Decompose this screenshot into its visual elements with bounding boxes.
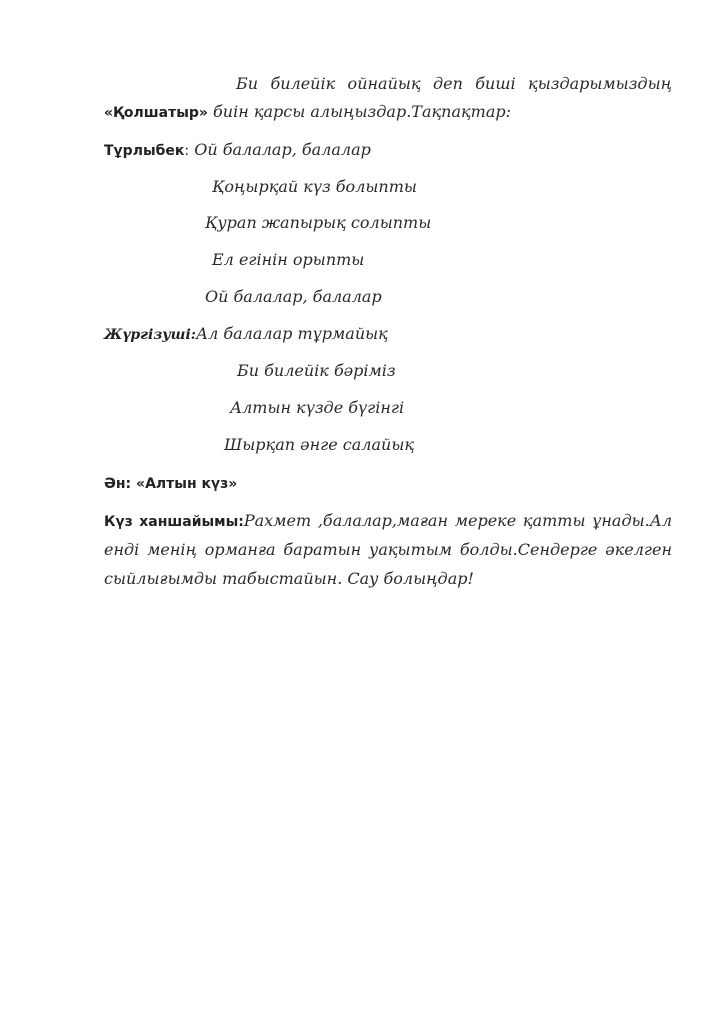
closing-line-2 xyxy=(104,540,672,560)
poem2-line-1 xyxy=(104,324,388,345)
poem1-line-1 xyxy=(104,140,371,161)
speaker-turlybek: Тұрлыбек xyxy=(104,143,185,159)
poem1-text-2: Қоңырқай күз болыпты xyxy=(212,177,417,196)
closing-line-3 xyxy=(104,569,474,589)
poem2-line-3 xyxy=(230,398,404,418)
poem1-line-5 xyxy=(205,287,382,307)
poem1-text-4: Ел егінін орыпты xyxy=(212,250,365,269)
speaker-autumn-queen: Күз ханшайымы: xyxy=(104,514,244,530)
closing-text-2: енді менің орманға баратын уақытым болды.Сендерге әкелген xyxy=(104,540,672,559)
intro-text-1: Би билейік ойнайық деп биші қыздарымыздың xyxy=(236,74,672,93)
poem1-text-5: Ой балалар, балалар xyxy=(205,287,382,306)
poem1-line-2 xyxy=(212,177,417,197)
poem2-text-1: Ал балалар тұрмайық xyxy=(195,324,388,343)
closing-text-1: Рахмет ,балалар,маған мереке қатты ұнады.Ал xyxy=(243,511,673,530)
poem1-text-3: Қурап жапырық солыпты xyxy=(205,213,432,232)
intro-line-1 xyxy=(236,74,672,94)
poem2-line-4 xyxy=(224,435,414,455)
song-label: Ән: «Алтын күз» xyxy=(104,476,238,492)
closing-line-1 xyxy=(104,511,672,532)
poem2-text-3: Алтын күзде бүгінгі xyxy=(230,398,405,417)
speaker-sep: : xyxy=(184,143,190,159)
speaker-host: Жүргізуші: xyxy=(104,327,196,343)
intro-line-2 xyxy=(104,102,511,123)
poem1-line-4 xyxy=(212,250,364,270)
closing-text-3: сыйлығымды табыстайын. Сау болыңдар! xyxy=(104,569,474,588)
song-line xyxy=(104,473,237,494)
poem2-text-2: Би билейік бәріміз xyxy=(237,361,396,380)
poem1-text-1: Ой балалар, балалар xyxy=(189,140,371,159)
poem2-text-4: Шырқап әнге салайық xyxy=(224,435,415,454)
dance-title: «Қолшатыр» xyxy=(104,105,208,121)
poem1-line-3 xyxy=(205,213,431,233)
intro-text-2: биін қарсы алыңыздар.Тақпақтар: xyxy=(207,102,512,121)
poem2-line-2 xyxy=(237,361,396,381)
